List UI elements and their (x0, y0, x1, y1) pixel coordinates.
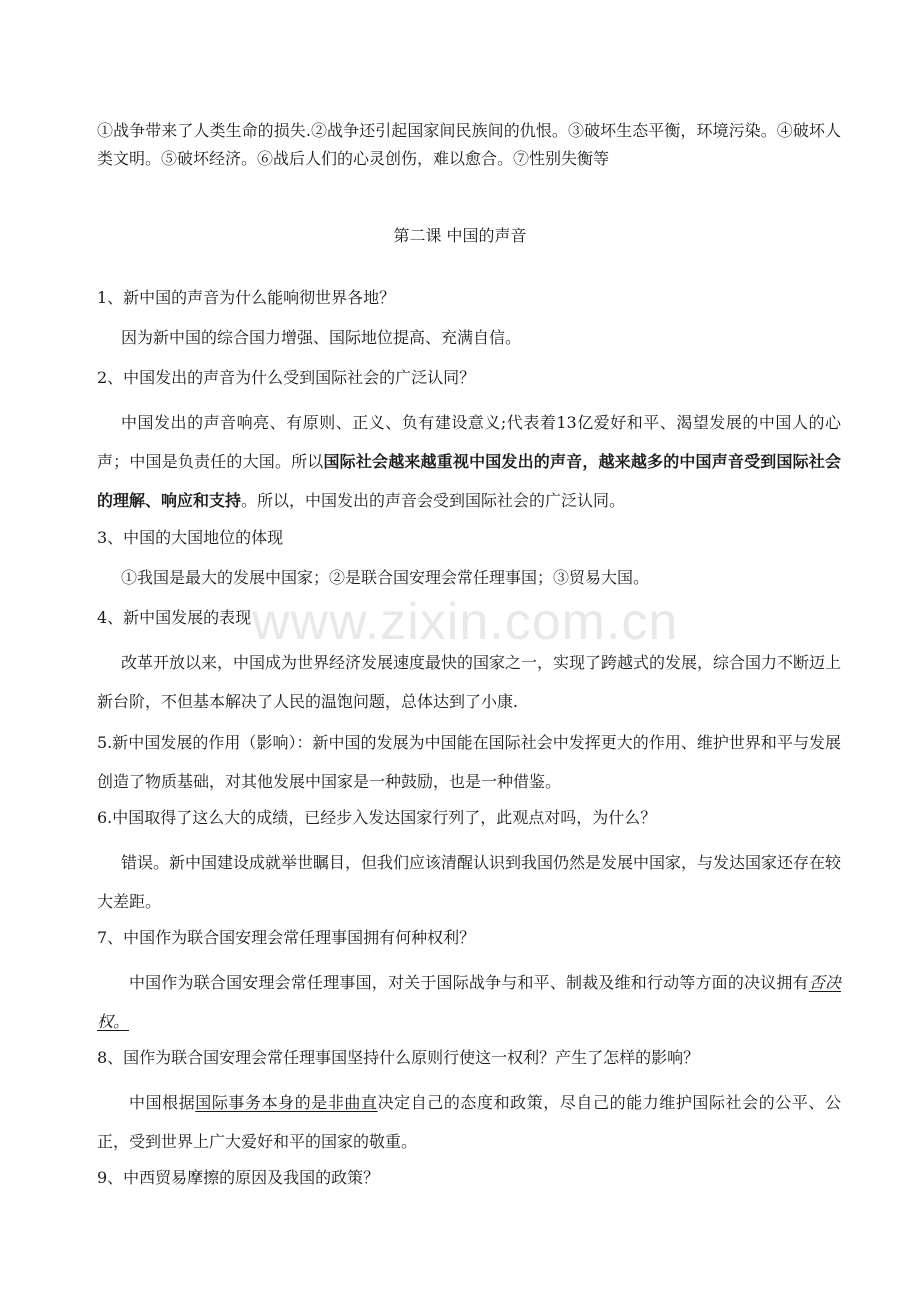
q8-answer-part1: 中国根据 (129, 1093, 196, 1112)
q6-question: 6.中国取得了这么大的成绩，已经步入发达国家行列了，此观点对吗，为什么？ (97, 808, 657, 827)
q9-question: 9、中西贸易摩擦的原因及我国的政策？ (97, 1168, 380, 1187)
q7-question: 7、中国作为联合国安理会常任理事国拥有何种权利？ (97, 928, 476, 947)
q2-question: 2、中国发出的声音为什么受到国际社会的广泛认同？ (97, 368, 476, 387)
q8-answer-part2: 决定自己的态度和政策，尽自己的能力维护国际社会的公平、公正，受到世界上广大爱好和平的国家的敬重。 (97, 1093, 841, 1151)
q7-answer-underlined: 否决权。 (97, 973, 841, 1031)
watermark: www.zixin.com.cn (252, 593, 679, 651)
q8-answer (97, 1083, 841, 1161)
lesson-title: 第二课 中国的声音 (393, 226, 527, 245)
q2-answer-part1: 中国发出的声音响亮、有原则、正义、负有建设意义;代表着13亿爱好和平、渴望发展的中国人的心声；中国是负责任的大国。所以 (97, 413, 841, 471)
q7-answer-part1: 中国作为联合国安理会常任理事国，对关于国际战争与和平、制裁及维和行动等方面的决议拥有 (129, 973, 809, 992)
q3-answer: ①我国是最大的发展中国家；②是联合国安理会常任理事国；③贸易大国。 (121, 568, 650, 587)
q4-question: 4、新中国发展的表现 (97, 608, 252, 627)
q1-answer: 因为新中国的综合国力增强、国际地位提高、充满自信。 (121, 328, 522, 347)
q8-question: 8、国作为联合国安理会常任理事国坚持什么原则行使这一权利？产生了怎样的影响？ (97, 1048, 700, 1067)
q6-answer: 错误。新中国建设成就举世瞩目，但我们应该清醒认识到我国仍然是发展中国家，与发达国家还存在较大差距。 (97, 853, 842, 911)
q2-answer (97, 403, 841, 520)
intro-paragraph: ①战争带来了人类生命的损失.②战争还引起国家间民族间的仇恨。③破坏生态平衡，环境污染。④破坏人类文明。⑤破坏经济。⑥战后人们的心灵创伤，难以愈合。⑦性别失衡等 (97, 121, 841, 168)
q2-answer-bold: 国际社会越来越重视中国发出的声音，越来越多的中国声音受到国际社会的理解、响应和支持 (97, 452, 841, 510)
q5-paragraph: 5.新中国发展的作用（影响）：新中国的发展为中国能在国际社会中发挥更大的作用、维护世界和平与发展创造了物质基础，对其他发展中国家是一种鼓励，也是一种借鉴。 (97, 733, 841, 791)
q1-question: 1、新中国的声音为什么能响彻世界各地？ (97, 288, 396, 307)
q4-answer: 改革开放以来，中国成为世界经济发展速度最快的国家之一，实现了跨越式的发展，综合国力不断迈上新台阶，不但基本解决了人民的温饱问题，总体达到了小康. (97, 653, 842, 711)
q2-answer-part2: 。所以，中国发出的声音会受到国际社会的广泛认同。 (241, 491, 626, 510)
q7-answer (97, 963, 841, 1041)
q3-question: 3、中国的大国地位的体现 (97, 528, 284, 547)
q8-answer-underlined: 国际事务本身的是非曲直 (195, 1093, 378, 1112)
